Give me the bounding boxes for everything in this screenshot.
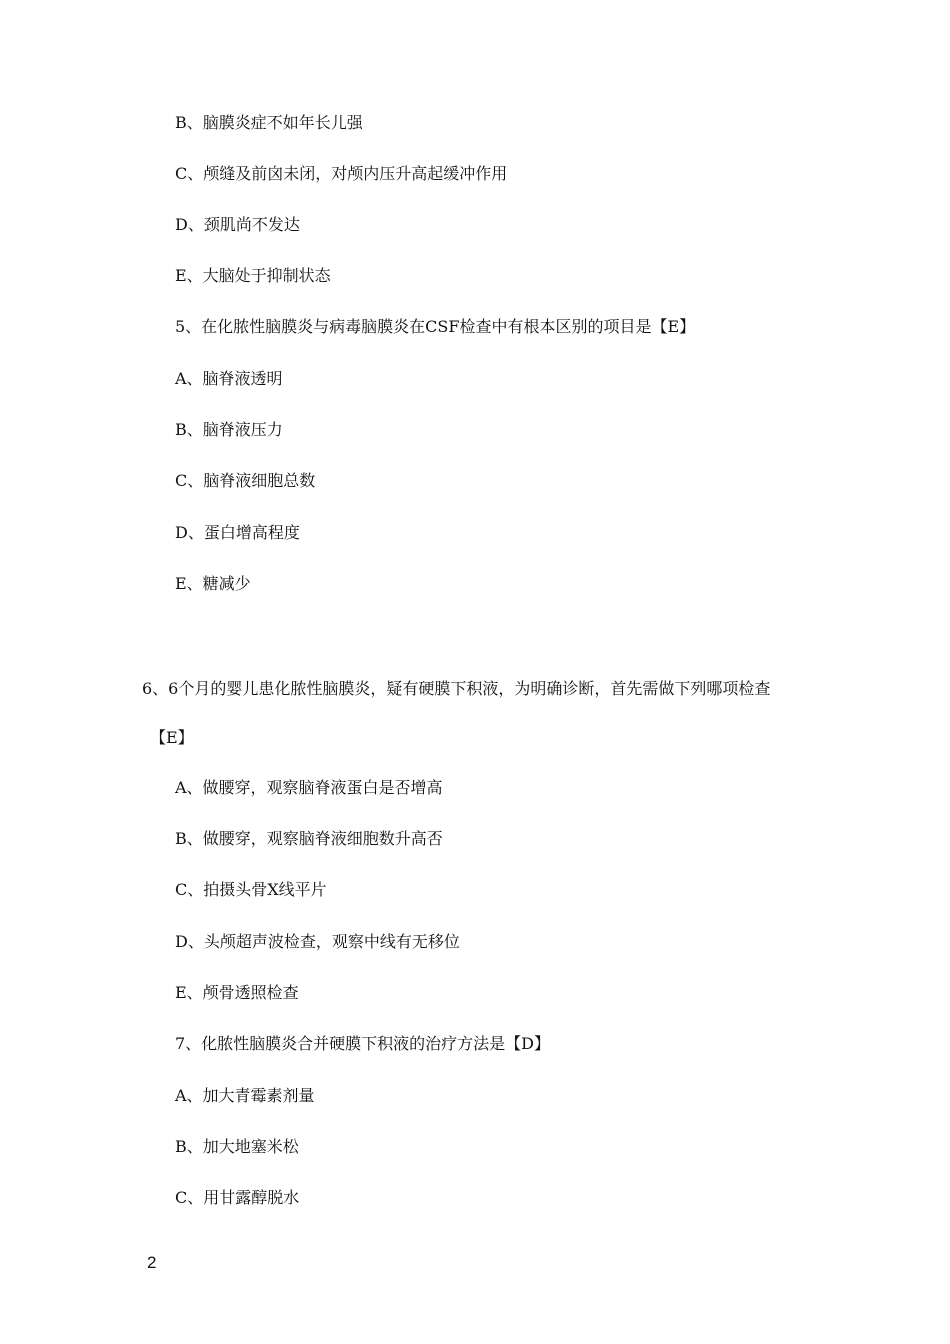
- q5-option-e: E、糖减少: [175, 574, 251, 593]
- q6-option-a: A、做腰穿，观察脑脊液蛋白是否增高: [175, 778, 443, 797]
- q6-option-c: C、拍摄头骨X线平片: [175, 880, 327, 899]
- q6-option-b: B、做腰穿，观察脑脊液细胞数升高否: [175, 829, 443, 848]
- q5-option-a: A、脑脊液透明: [175, 369, 283, 388]
- q4-option-b: B、脑膜炎症不如年长儿强: [175, 113, 363, 132]
- q7-option-b: B、加大地塞米松: [175, 1137, 299, 1156]
- q7-stem: 7、化脓性脑膜炎合并硬膜下积液的治疗方法是【D】: [175, 1034, 551, 1053]
- q4-option-c: C、颅缝及前囟未闭，对颅内压升高起缓冲作用: [175, 164, 508, 183]
- q5-option-d: D、蛋白增高程度: [175, 523, 300, 542]
- q6-answer: 【E】: [150, 728, 194, 747]
- q6-option-e: E、颅骨透照检查: [175, 983, 299, 1002]
- q6-option-d: D、头颅超声波检查，观察中线有无移位: [175, 932, 460, 951]
- q5-option-b: B、脑脊液压力: [175, 420, 283, 439]
- page-number: 2: [147, 1253, 157, 1272]
- q7-option-a: A、加大青霉素剂量: [175, 1086, 315, 1105]
- q7-option-c: C、用甘露醇脱水: [175, 1188, 300, 1207]
- q5-stem: 5、在化脓性脑膜炎与病毒脑膜炎在CSF检查中有根本区别的项目是【E】: [175, 317, 696, 336]
- q4-option-d: D、颈肌尚不发达: [175, 215, 300, 234]
- q4-option-e: E、大脑处于抑制状态: [175, 266, 331, 285]
- q5-option-c: C、脑脊液细胞总数: [175, 471, 316, 490]
- q6-stem: 6、6个月的婴儿患化脓性脑膜炎，疑有硬膜下积液，为明确诊断，首先需做下列哪项检查: [142, 679, 771, 698]
